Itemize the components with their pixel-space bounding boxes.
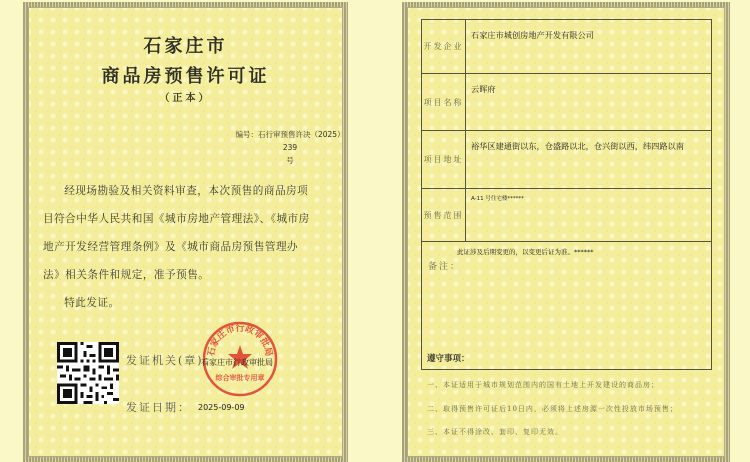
serial-number-line2: 号 <box>286 156 294 165</box>
table-row-presale-scope <box>422 189 712 242</box>
developer-label: 开发企业 <box>422 20 466 74</box>
certificate-body <box>43 177 313 317</box>
qr-code-icon[interactable] <box>57 342 119 404</box>
issuer-value: 石家庄市行政审批局 <box>201 358 273 367</box>
table-row-project-address <box>422 131 712 189</box>
svg-text:石家庄市行政审批局: 石家庄市行政审批局 <box>206 323 274 358</box>
closing-text: 特此发证。 <box>64 297 120 309</box>
notes-value: 此证涉及后期变更的，以变更后证为准。****** <box>457 248 594 256</box>
certificate-city-title: 石家庄市 <box>143 36 228 57</box>
table-row-project-name <box>422 74 712 131</box>
table-row-developer <box>422 20 712 74</box>
certificate-front-page <box>23 2 348 462</box>
issue-date-label: 发证日期： <box>126 401 191 414</box>
developer-value: 石家庄市城创房地产开发有限公司 <box>466 20 712 74</box>
presale-scope-value: A-11 号住宅楼****** <box>466 189 712 242</box>
project-name-label: 项目名称 <box>422 74 466 131</box>
notes-label: 备注： <box>428 262 462 272</box>
serial-number-line1: 编号：石行审预售许决（2025）239 <box>235 130 345 152</box>
serial-number <box>230 128 350 167</box>
svg-text:综合审批专用章: 综合审批专用章 <box>215 374 265 382</box>
presale-scope-label: 预售范围 <box>422 189 466 242</box>
issue-date-value: 2025-09-09 <box>198 403 245 412</box>
rule-item-1: 一、本证适用于城市规划范围内的国有土地上开发建设的商品房； <box>427 381 659 389</box>
project-info-table <box>421 19 712 370</box>
rules-title: 遵守事项： <box>427 354 470 364</box>
project-address-label: 项目地址 <box>422 131 466 189</box>
table-row-notes <box>422 242 712 370</box>
body-paragraph: 经现场勘验及相关资料审查，本次预售的商品房项目符合中华人民共和国《城市房地产管理法》、《城市房地产开发经营管理条例》及《城市商品房预售管理办法》相关条件和规定，准予预售。 <box>43 185 310 281</box>
certificate-main-title: 商品房预售许可证 <box>101 66 270 87</box>
issuer-label: 发证机关(章)： <box>126 354 217 367</box>
certificate-subtitle: （正本） <box>159 93 212 104</box>
project-address-value: 裕华区建通街以东，仓盛路以北，仓兴街以西，纬四路以南 <box>466 131 712 189</box>
rule-item-2: 二、取得预售许可证后10日内，必须将上述房源一次性投放市场预售； <box>427 405 678 413</box>
notes-cell <box>422 242 712 370</box>
certificate-back-page <box>402 2 730 462</box>
rule-item-3: 三、本证不得涂改、套印、复印无效。 <box>427 428 563 436</box>
project-name-value: 云晖府 <box>466 74 712 131</box>
